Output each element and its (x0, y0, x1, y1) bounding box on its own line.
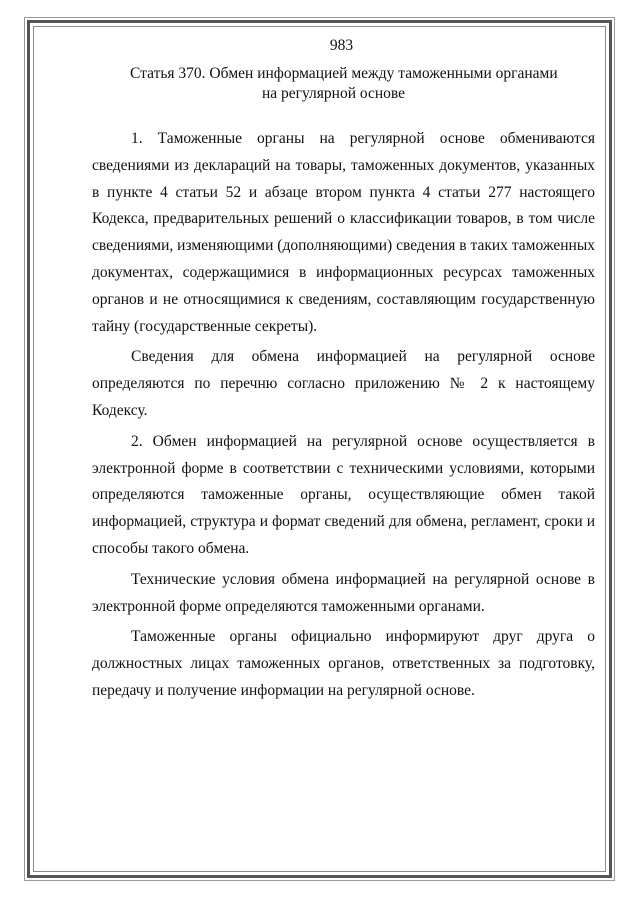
paragraph-2: Сведения для обмена информацией на регулярной основе определяются по перечню согласно приложению № 2 к настоящему Кодексу. (92, 348, 595, 419)
document-content (92, 36, 595, 705)
paragraph-4: Технические условия обмена информацией на регулярной основе в электронной форме определяются таможенными органами. (92, 570, 595, 615)
article-title (92, 64, 595, 104)
page-number: 983 (329, 37, 354, 54)
article-title-line-1: Статья 370. Обмен информацией между таможенными органами (130, 65, 558, 82)
paragraph-1: 1. Таможенные органы на регулярной основе обмениваются сведениями из деклараций на товары, таможенных документов, указанных в пункте 4 статьи 52 и абзаце втором пункта 4 статьи 277 настоящего Кодекса, предварительных решений о классификации товаров, в том числе сведениями, изменяющими (дополняющими) сведения в таких таможенных документах, содержащимися в информационных ресурсах таможенных органов и не относящимися к сведениям, составляющим государственную тайну (государственные секреты). (92, 130, 595, 335)
paragraph-3: 2. Обмен информацией на регулярной основе осуществляется в электронной форме в соответствии с техническими условиями, которыми определяются таможенные органы, осуществляющие обмен такой информацией, структура и формат сведений для обмена, регламент, сроки и способы такого обмена. (92, 432, 595, 557)
article-title-line-2: на регулярной основе (261, 85, 406, 102)
paragraph-5: Таможенные органы официально информируют друг друга о должностных лицах таможенных органов, ответственных за подготовку, передачу и получение информации на регулярной основе. (92, 628, 595, 699)
